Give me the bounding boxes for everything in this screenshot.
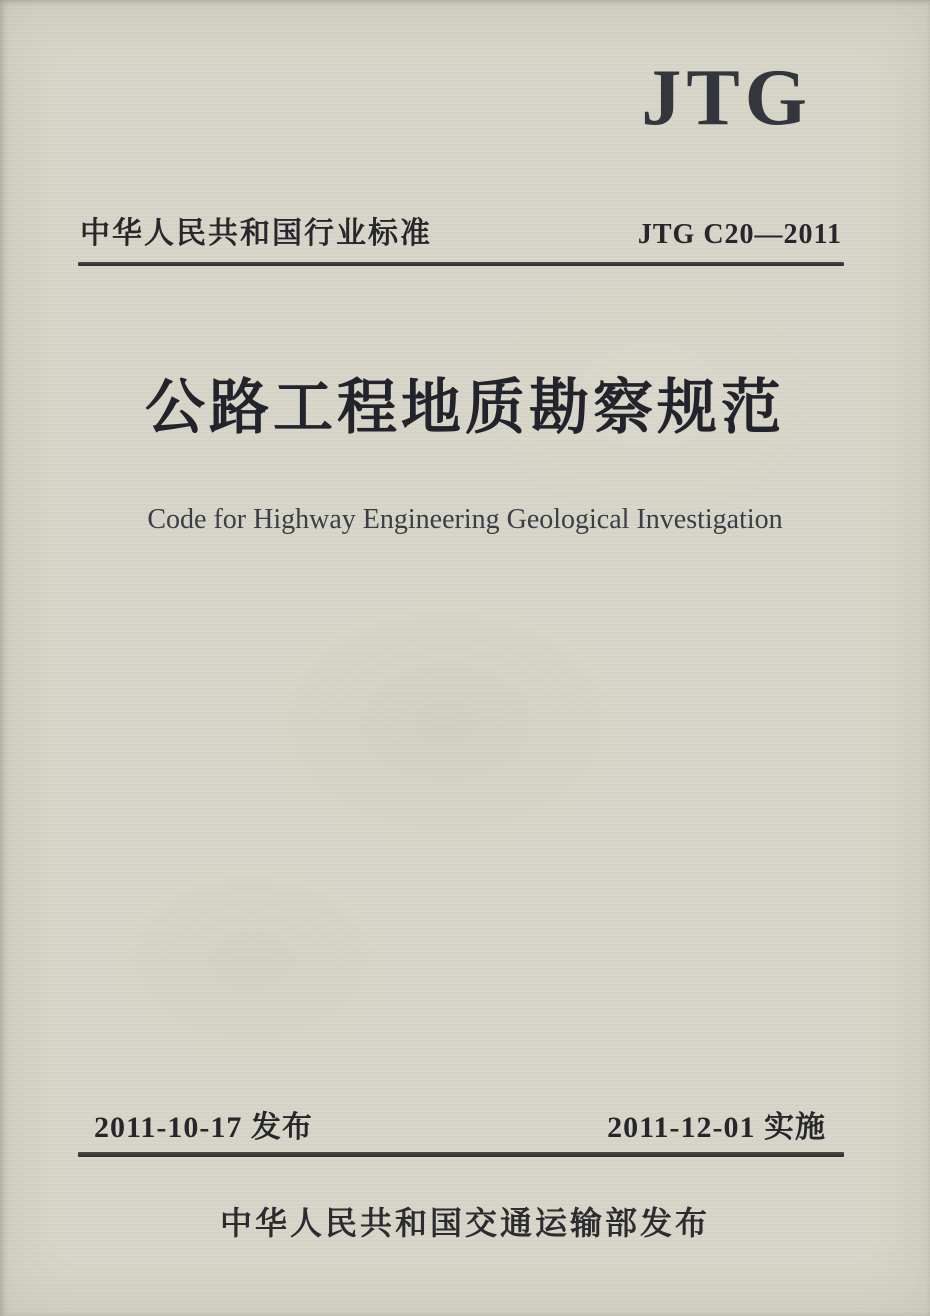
standard-header-row (80, 208, 842, 252)
implementation-date: 2011-12-01 实施 (607, 1111, 826, 1144)
title-english: Code for Highway Engineering Geological Investigation (147, 504, 783, 535)
standard-type-label: 中华人民共和国行业标准 (80, 217, 432, 250)
publisher-line: 中华人民共和国交通运输部发布 (219, 1205, 710, 1241)
jtg-logo: JTG (641, 54, 812, 142)
top-divider-rule (78, 262, 844, 266)
dates-row (94, 1102, 826, 1146)
title-chinese: 公路工程地质勘察规范 (145, 375, 785, 441)
issue-date: 2011-10-17 发布 (94, 1111, 313, 1144)
bottom-divider-rule (78, 1152, 844, 1157)
standard-number: JTG C20—2011 (637, 219, 842, 250)
